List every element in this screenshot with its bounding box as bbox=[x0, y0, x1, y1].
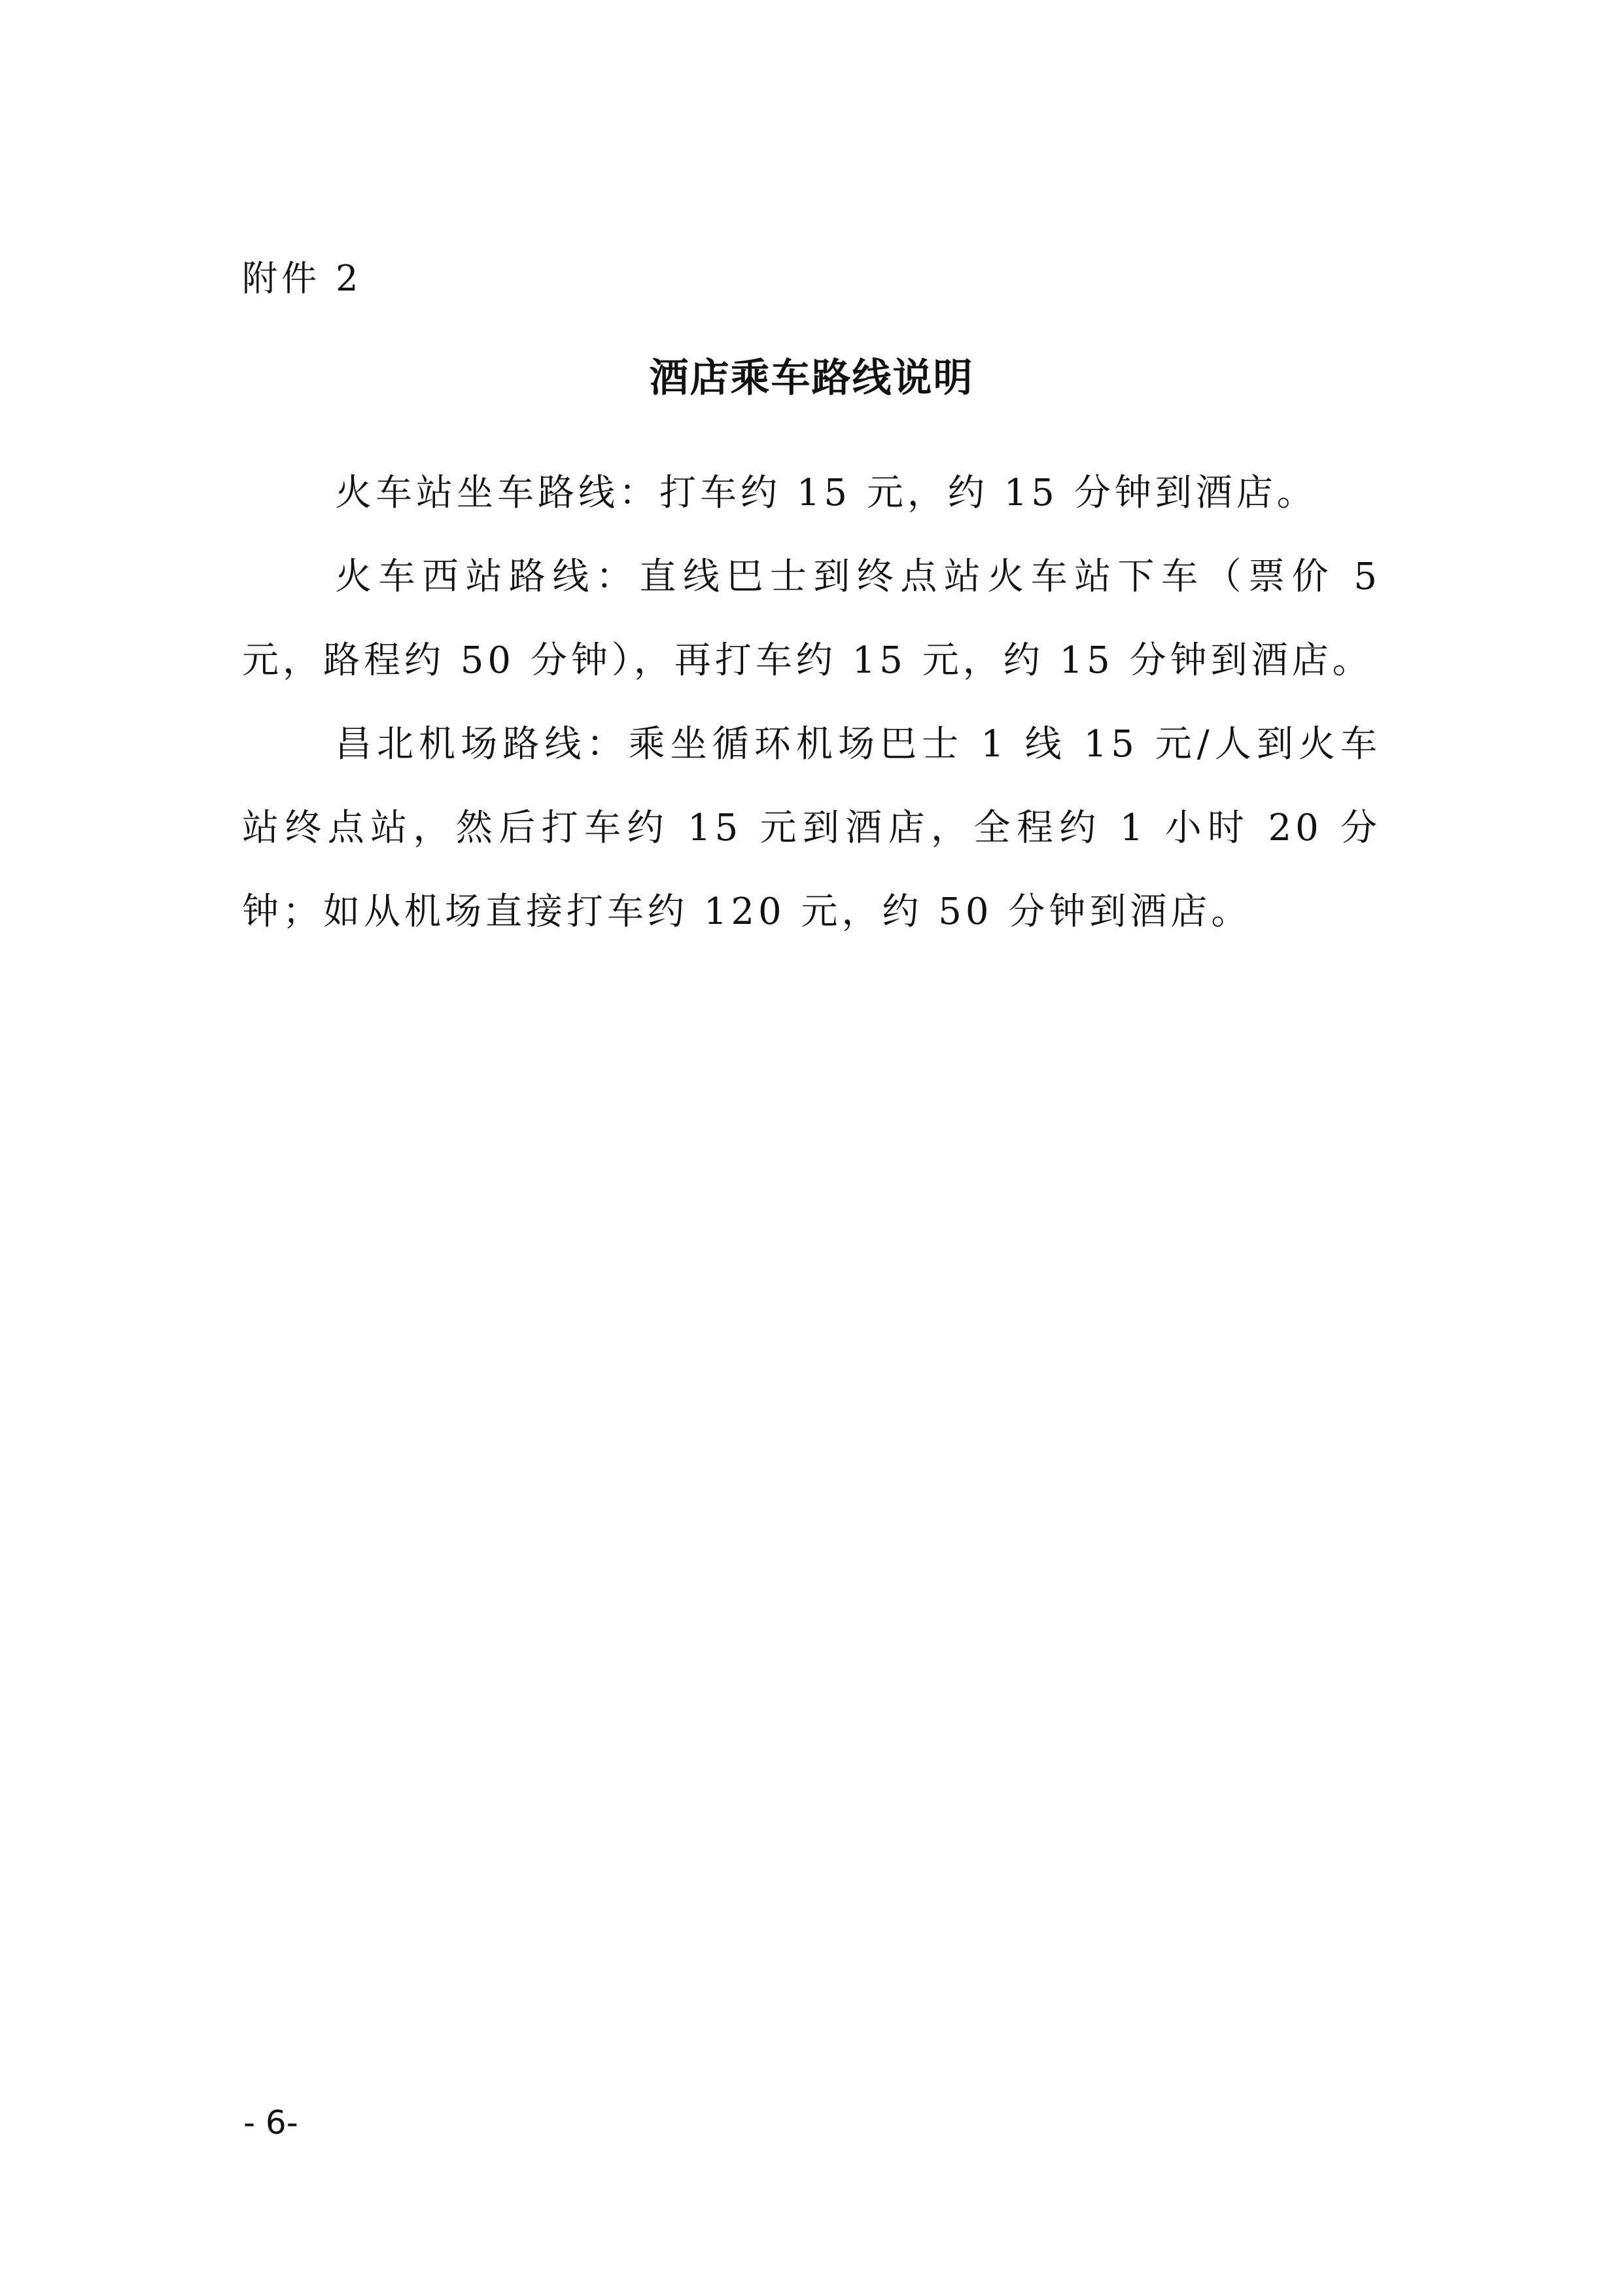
document-body bbox=[242, 451, 1381, 954]
paragraph-airport-route: 昌北机场路线：乘坐循环机场巴士 1 线 15 元/人到火车站终点站，然后打车约 15 元到酒店，全程约 1 小时 20 分钟；如从机场直接打车约 120 元，约 50 分钟到酒店。 bbox=[242, 723, 1381, 933]
document-title: 酒店乘车路线说明 bbox=[649, 355, 974, 401]
paragraph-train-station-route: 火车站坐车路线：打车约 15 元，约 15 分钟到酒店。 bbox=[335, 472, 1318, 514]
attachment-label: 附件 2 bbox=[242, 258, 362, 299]
paragraph-west-station-route: 火车西站路线：直线巴士到终点站火车站下车（票价 5 元，路程约 50 分钟），再打车约 15 元，约 15 分钟到酒店。 bbox=[242, 556, 1381, 682]
page-number: - 6- bbox=[243, 2104, 298, 2142]
